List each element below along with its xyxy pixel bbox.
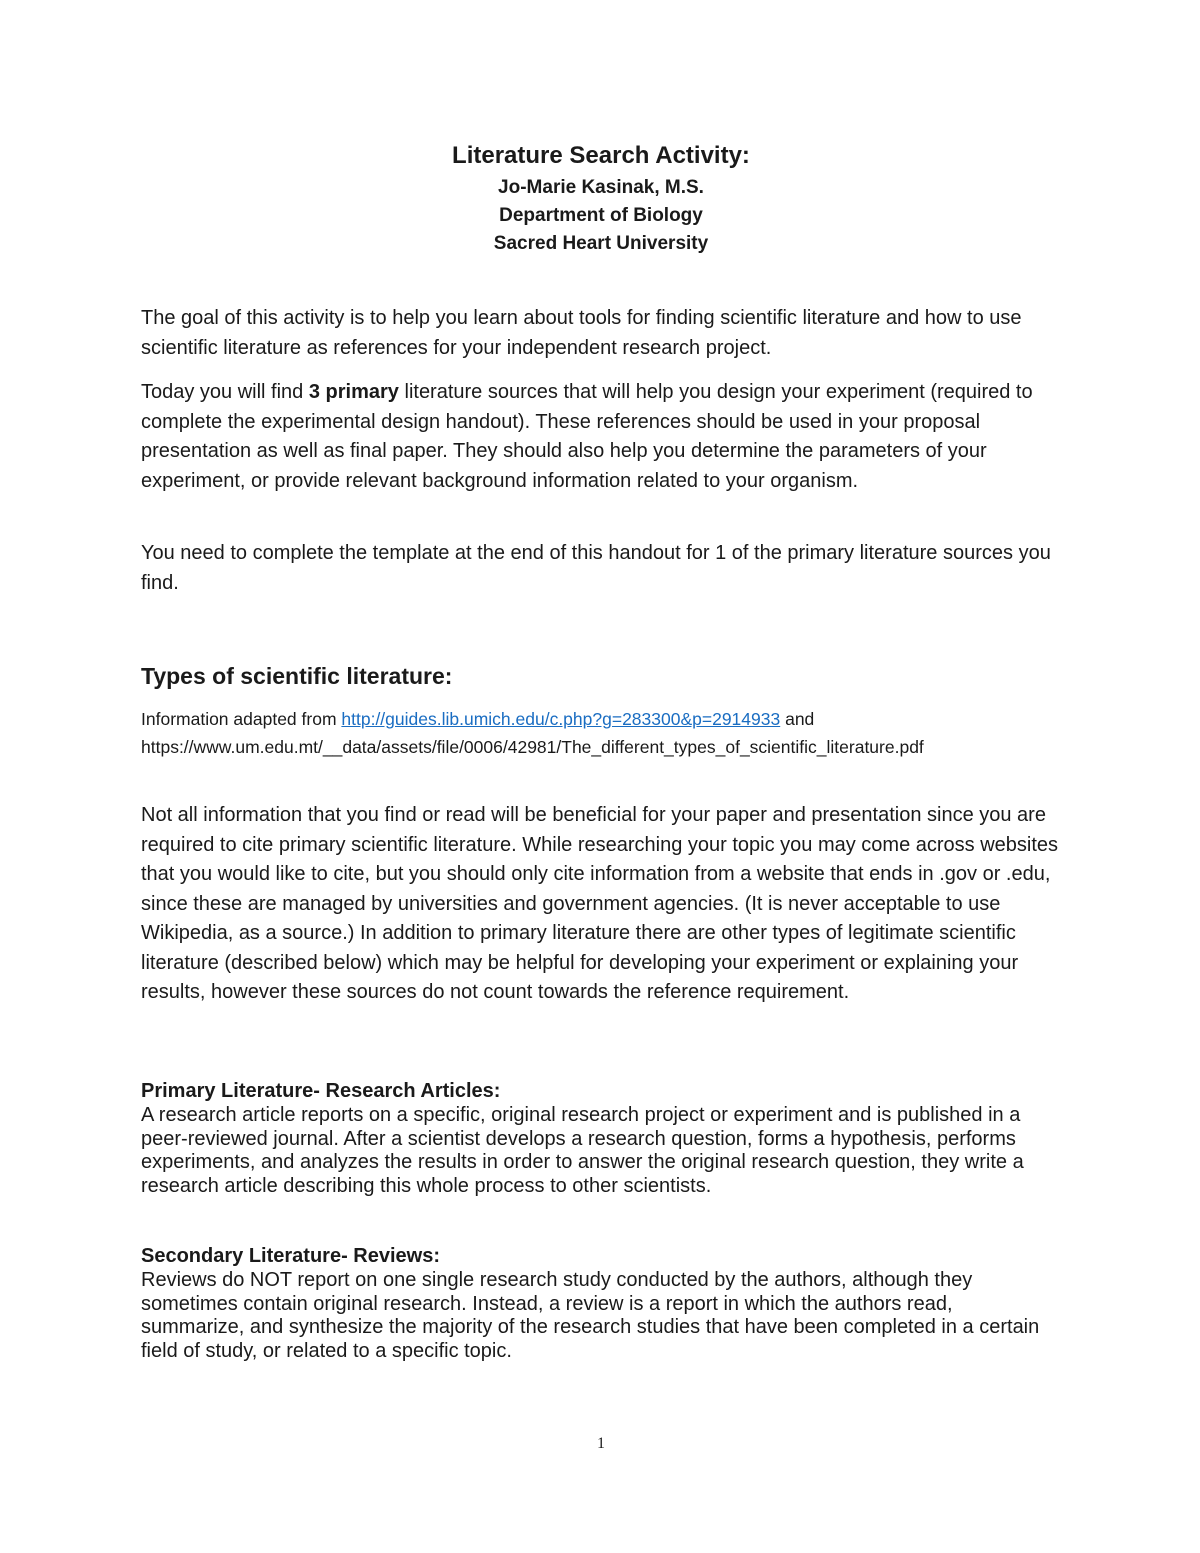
page-number: 1 <box>597 1435 605 1452</box>
department-name: Department of Biology <box>499 205 703 226</box>
source-url-2: https://www.um.edu.mt/__data/assets/file/0006/42981/The_different_types_of_scientific_literature.pdf <box>141 736 924 757</box>
not-all-paragraph: Not all information that you find or read will be beneficial for your paper and presentation since you are required to cite primary scientific literature. While researching your topic you may come across websites that you would like to cite, but you should only cite information from a website that ends in .gov or .edu, since these are managed by universities and government agencies. (It is never acceptable to use Wikipedia, as a source.) In addition to primary literature there are other types of legitimate scientific literature (described below) which may be helpful for developing your experiment or explaining your results, however these sources do not count towards the reference requirement. <box>141 804 1059 1003</box>
primary-heading: Primary Literature- Research Articles: <box>141 1080 501 1102</box>
today-prefix: Today you will find <box>141 381 309 403</box>
template-paragraph: You need to complete the template at the end of this handout for 1 of the primary literature sources you find. <box>141 542 1051 594</box>
today-suffix: literature sources that will help you design your experiment (required to complete the experimental design handout). These references should be used in your proposal presentation as well as final paper. They should also help you determine the parameters of your experiment, or provide relevant background information related to your organism. <box>141 381 1033 492</box>
goal-paragraph: The goal of this activity is to help you learn about tools for finding scientific literature and how to use scientific literature as references for your independent research project. <box>141 307 1022 359</box>
source-link[interactable]: http://guides.lib.umich.edu/c.php?g=283300&p=2914933 <box>341 709 781 729</box>
author-name: Jo-Marie Kasinak, M.S. <box>498 177 704 198</box>
source-prefix: Information adapted from <box>141 709 342 729</box>
today-paragraph <box>141 378 1061 496</box>
secondary-body: Reviews do NOT report on one single research study conducted by the authors, although they sometimes contain original research. Instead, a review is a report in which the authors read, summarize, and synthesize the majority of the research studies that have been completed in a certain field of study, or related to a specific topic. <box>141 1269 1040 1362</box>
types-heading: Types of scientific literature: <box>141 663 453 689</box>
primary-body: A research article reports on a specific, original research project or experiment and is published in a peer-reviewed journal. After a scientist develops a research question, forms a hypothesis, performs experiments, and analyzes the results in order to answer the original research question, they write a research article describing this whole process to other scientists. <box>141 1104 1024 1197</box>
today-emphasis: 3 primary <box>308 381 399 403</box>
document-page <box>141 0 1061 1553</box>
source-and: and <box>780 709 815 729</box>
source-attribution <box>141 706 1061 761</box>
university-name: Sacred Heart University <box>493 233 709 254</box>
secondary-heading: Secondary Literature- Reviews: <box>141 1245 440 1267</box>
document-title: Literature Search Activity: <box>452 142 750 169</box>
